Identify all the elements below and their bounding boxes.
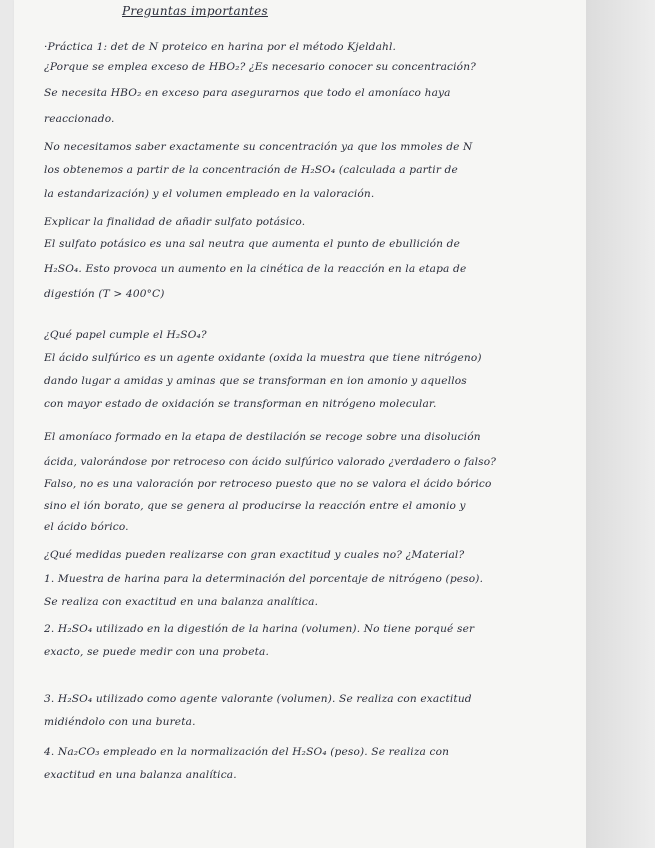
note-line: ácida, valorándose por retroceso con ácido sulfúrico valorado ¿verdadero o falso?: [44, 456, 497, 468]
note-line: midiéndolo con una bureta.: [44, 716, 196, 728]
note-line: exactitud en una balanza analítica.: [44, 769, 237, 781]
page-edge: [586, 0, 655, 848]
note-line: el ácido bórico.: [44, 521, 129, 533]
note-line: reaccionado.: [44, 113, 115, 125]
note-line: 2. H₂SO₄ utilizado en la digestión de la harina (volumen). No tiene porqué ser: [44, 623, 475, 635]
note-line: ¿Porque se emplea exceso de HBO₂? ¿Es necesario conocer su concentración?: [44, 61, 476, 73]
note-line: H₂SO₄. Esto provoca un aumento en la cinética de la reacción en la etapa de: [44, 263, 467, 275]
note-line: Se realiza con exactitud en una balanza analítica.: [44, 596, 319, 608]
note-line: digestión (T > 400°C): [44, 288, 165, 300]
note-line: ·Práctica 1: det de N proteico en harina por el método Kjeldahl.: [44, 41, 397, 53]
note-line: Falso, no es una valoración por retroceso puesto que no se valora el ácido bórico: [44, 478, 492, 490]
page-title: Preguntas importantes: [122, 4, 268, 18]
note-line: dando lugar a amidas y aminas que se transforman en ion amonio y aquellos: [44, 375, 467, 387]
note-line: El amoníaco formado en la etapa de destilación se recoge sobre una disolución: [44, 431, 481, 443]
note-line: Explicar la finalidad de añadir sulfato potásico.: [44, 216, 306, 228]
note-line: El ácido sulfúrico es un agente oxidante (oxida la muestra que tiene nitrógeno): [44, 352, 482, 364]
note-line: los obtenemos a partir de la concentración de H₂SO₄ (calculada a partir de: [44, 164, 458, 176]
note-line: Se necesita HBO₂ en exceso para asegurarnos que todo el amoníaco haya: [44, 87, 451, 99]
note-line: con mayor estado de oxidación se transforman en nitrógeno molecular.: [44, 398, 437, 410]
note-line: sino el ión borato, que se genera al producirse la reacción entre el amonio y: [44, 500, 466, 512]
note-line: la estandarización) y el volumen empleado en la valoración.: [44, 188, 375, 200]
note-line: 4. Na₂CO₃ empleado en la normalización del H₂SO₄ (peso). Se realiza con: [44, 746, 450, 758]
note-line: ¿Qué papel cumple el H₂SO₄?: [44, 329, 207, 341]
note-line: 1. Muestra de harina para la determinación del porcentaje de nitrógeno (peso).: [44, 573, 484, 585]
note-line: ¿Qué medidas pueden realizarse con gran exactitud y cuales no? ¿Material?: [44, 549, 465, 561]
note-line: exacto, se puede medir con una probeta.: [44, 646, 270, 658]
note-line: No necesitamos saber exactamente su concentración ya que los mmoles de N: [44, 141, 473, 153]
notebook-page: [14, 0, 586, 848]
note-line: 3. H₂SO₄ utilizado como agente valorante (volumen). Se realiza con exactitud: [44, 693, 472, 705]
note-line: El sulfato potásico es una sal neutra que aumenta el punto de ebullición de: [44, 238, 461, 250]
